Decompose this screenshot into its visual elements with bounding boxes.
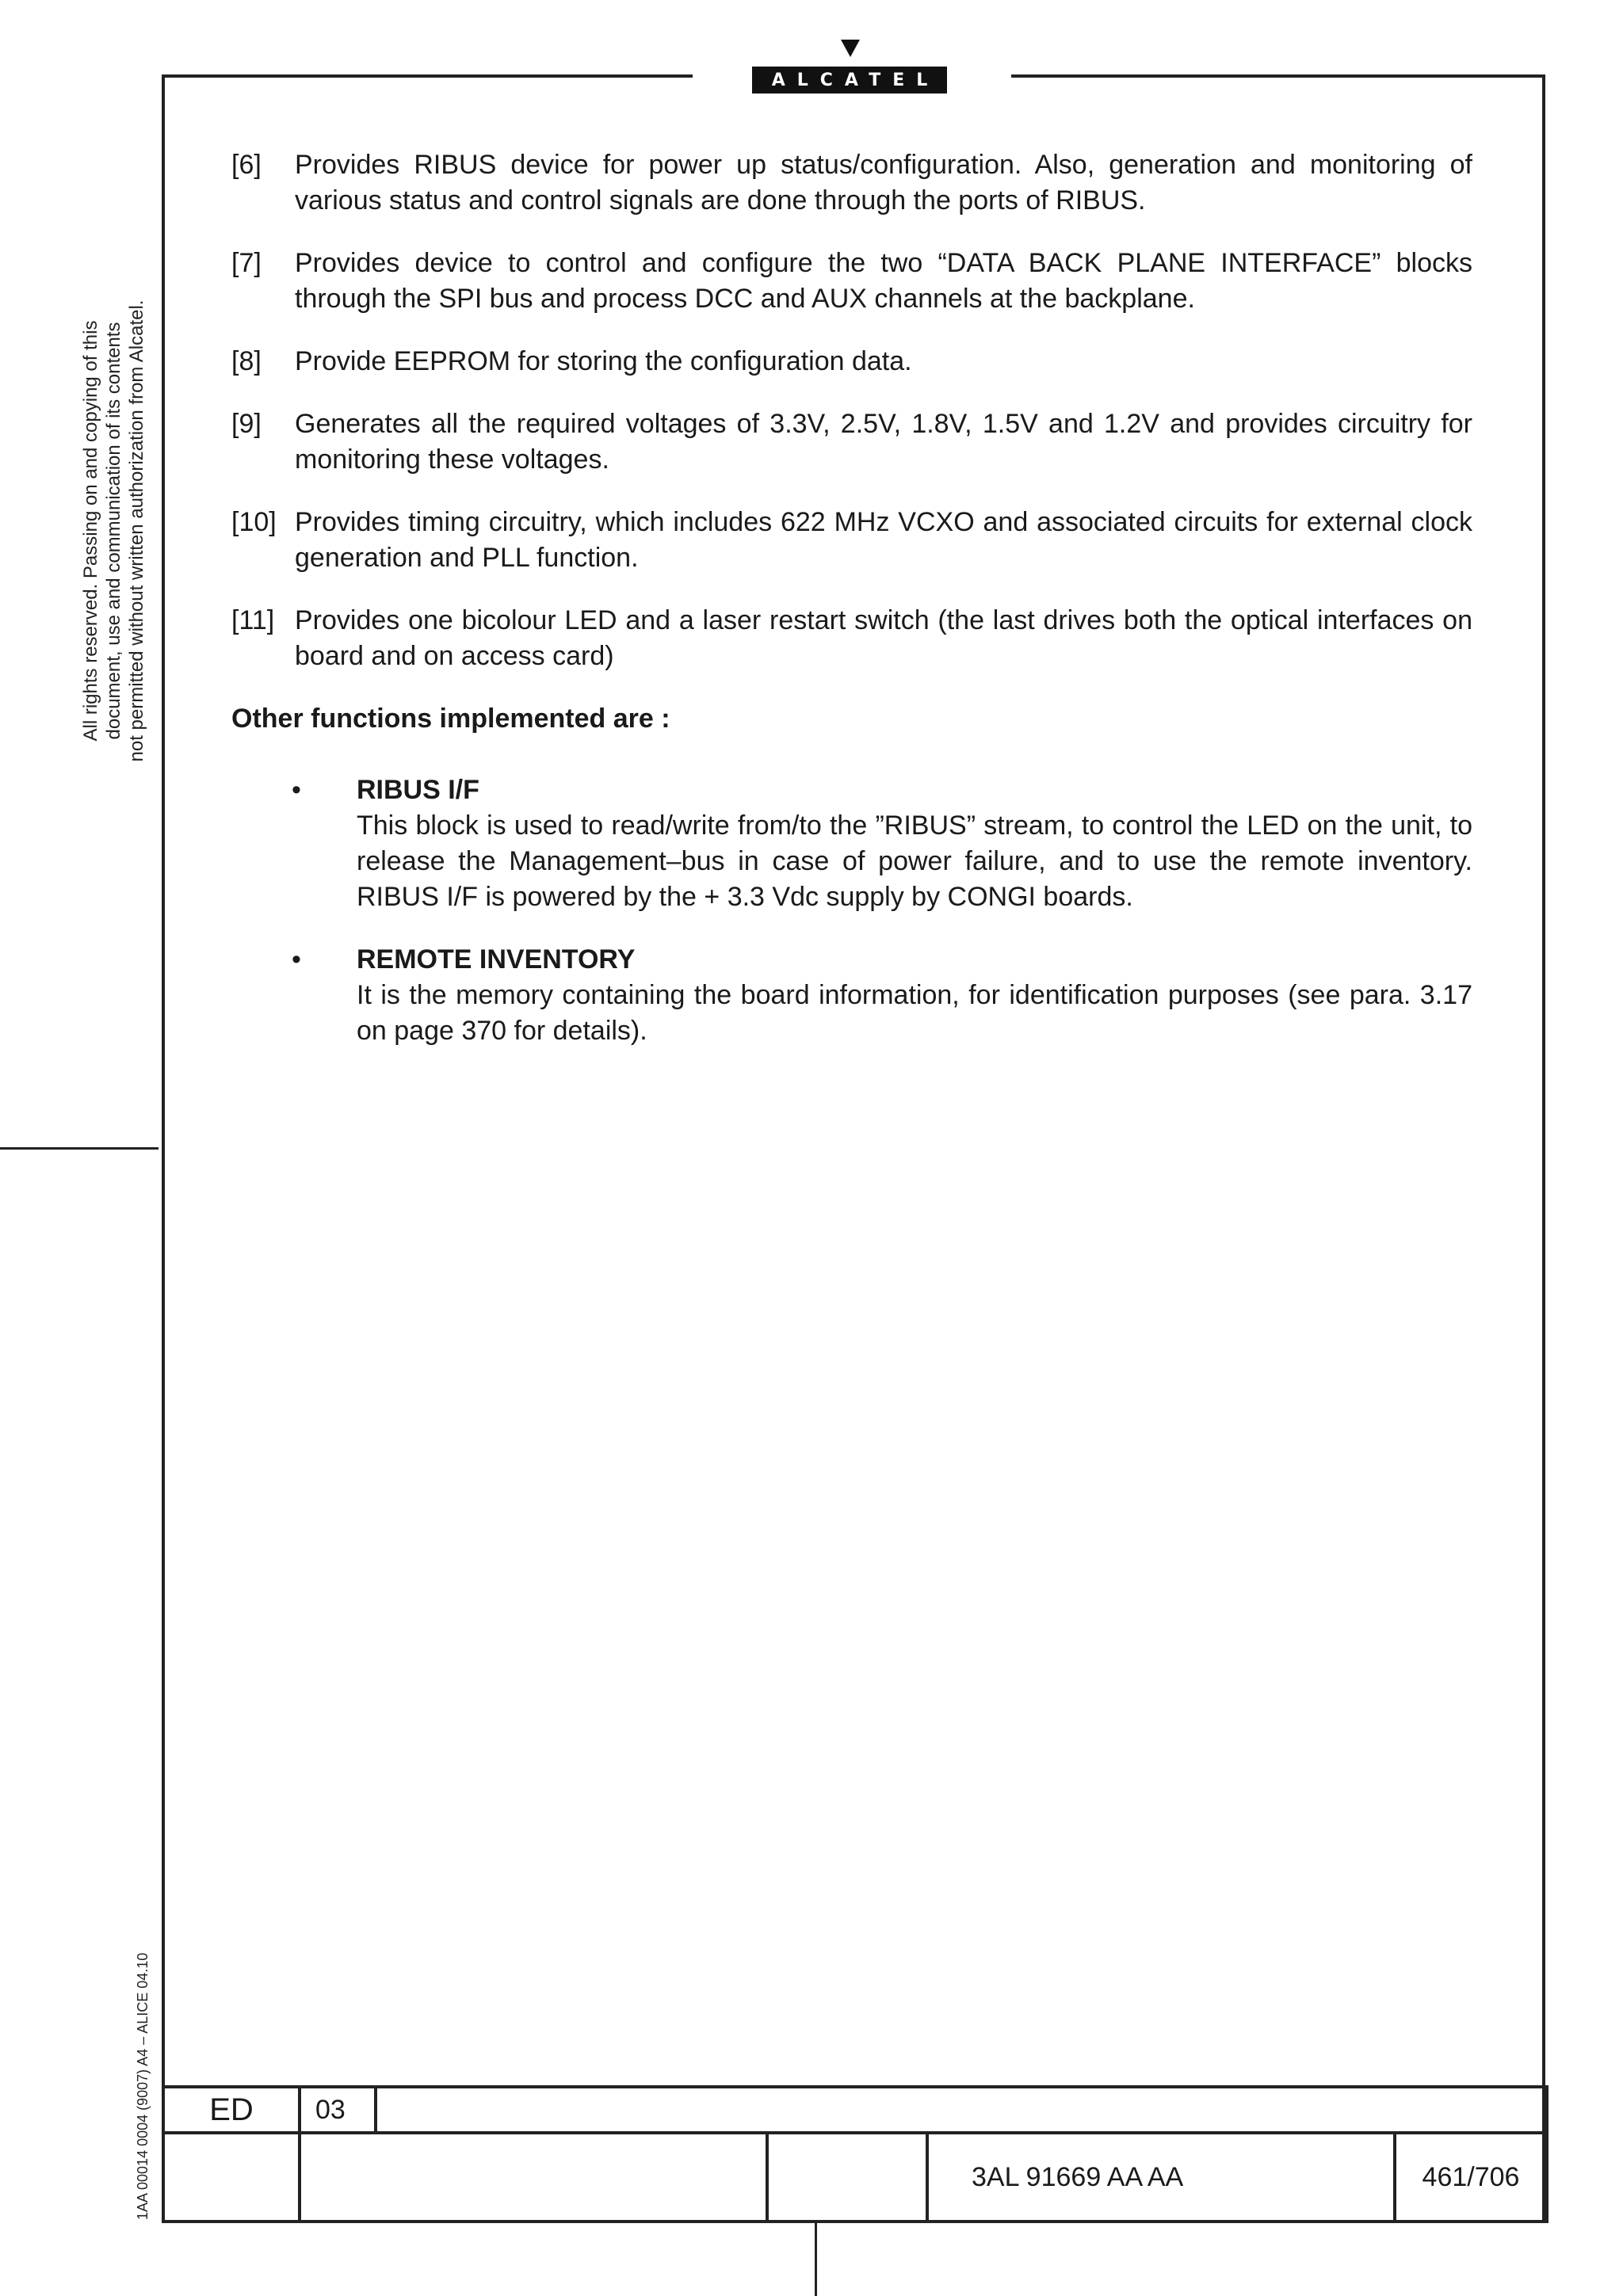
bullet-icon: • (292, 775, 301, 805)
margin-rule (0, 1147, 158, 1150)
item-number: [7] (231, 248, 262, 278)
bullet-item (231, 772, 1472, 915)
bullet-item (231, 942, 1472, 1049)
item-number: [11] (231, 605, 275, 635)
bullet-body (357, 942, 1472, 1049)
item-number: [8] (231, 346, 262, 376)
section-heading: Other functions implemented are : (231, 704, 670, 734)
blank-cell (767, 2133, 927, 2222)
alcatel-logo (752, 67, 947, 93)
edition-label: ED (163, 2087, 300, 2133)
list-item (231, 505, 1472, 576)
bullet-text: It is the memory containing the board information, for identification purposes (see para. 3.17 on page 370 for details). (357, 980, 1472, 1046)
item-text: Provides RIBUS device for power up status/configuration. Also, generation and monitoring of various status and control signals are done through the ports of RIBUS. (295, 150, 1472, 215)
bullet-title: RIBUS I/F (357, 775, 479, 805)
logo-text: ALCATEL (771, 70, 940, 90)
item-number: [9] (231, 409, 262, 439)
document-number: 3AL 91669 AA AA (927, 2133, 1395, 2222)
copyright-line: not permitted without written authorization from Alcatel. (126, 299, 147, 762)
list-item (231, 406, 1472, 478)
edition-value: 03 (300, 2087, 376, 2133)
item-number: [10] (231, 507, 277, 537)
blank-cell (300, 2133, 767, 2222)
item-text: Provides timing circuitry, which includes 622 MHz VCXO and associated circuits for external clock generation and PLL function. (295, 507, 1472, 573)
edition-blank (376, 2087, 1547, 2133)
list-item (231, 344, 1472, 379)
form-code: 1AA 00014 0004 (9007) A4 – ALICE 04.10 (135, 1952, 151, 2220)
list-item (231, 246, 1472, 317)
item-text: Provides one bicolour LED and a laser restart switch (the last drives both the optical interfaces on board and on access card) (295, 605, 1472, 671)
bullet-icon: • (292, 944, 301, 974)
item-text: Generates all the required voltages of 3.3V, 2.5V, 1.8V, 1.5V and 1.2V and provides circuitry for monitoring these voltages. (295, 409, 1472, 475)
item-number: [6] (231, 150, 262, 180)
copyright-notice (79, 254, 148, 808)
bullet-body (357, 772, 1472, 915)
alcatel-arrow-icon (841, 40, 860, 57)
list-item (231, 603, 1472, 674)
bullet-title: REMOTE INVENTORY (357, 944, 636, 974)
item-text: Provides device to control and configure the two “DATA BACK PLANE INTERFACE” blocks through the SPI bus and process DCC and AUX channels at the backplane. (295, 248, 1472, 314)
title-block (162, 2085, 1549, 2223)
bullet-text: This block is used to read/write from/to the ”RIBUS” stream, to control the LED on the unit, to release the Management–bus in case of power failure, and to use the remote inventory. RIBUS I/F is powered by the + 3.3 Vdc supply by CONGI boards. (357, 810, 1472, 912)
copyright-line: document, use and communication of its contents (103, 322, 124, 740)
bottom-rule (815, 2223, 817, 2296)
copyright-line: All rights reserved. Passing on and copying of this (80, 320, 101, 742)
page-content (231, 147, 1472, 1076)
blank-cell (163, 2133, 300, 2222)
item-text: Provide EEPROM for storing the configuration data. (295, 346, 912, 376)
list-item (231, 147, 1472, 219)
page-number: 461/706 (1395, 2133, 1547, 2222)
